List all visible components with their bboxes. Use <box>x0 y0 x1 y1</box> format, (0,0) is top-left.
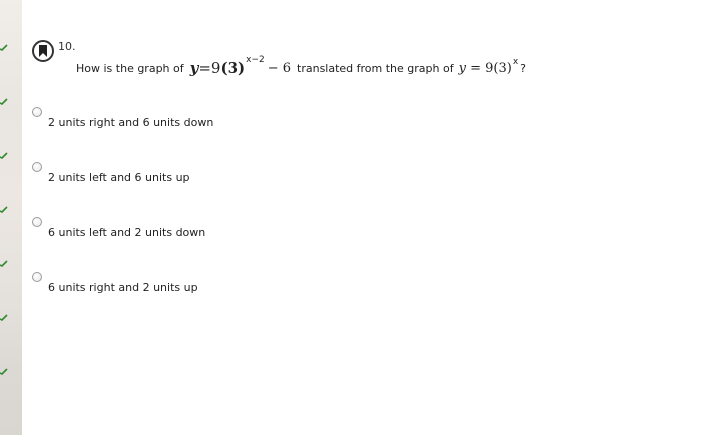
question-middle: translated from the graph of <box>297 61 454 75</box>
answer-option-4[interactable] <box>32 272 432 296</box>
bookmark-button[interactable] <box>32 40 54 62</box>
equation-source: y = 9 (3) $^x$ <box>458 57 519 76</box>
question-prefix: How is the graph of <box>76 61 184 75</box>
answer-option-2[interactable] <box>32 162 432 186</box>
checkmark-icon <box>0 151 8 159</box>
option-label[interactable]: 2 units left and 6 units up <box>48 171 190 184</box>
question-number: 10. <box>58 40 76 53</box>
radio-button[interactable] <box>32 107 42 117</box>
left-sidebar-strip <box>0 0 22 435</box>
question-suffix: ? <box>520 61 526 75</box>
option-label[interactable]: 6 units right and 2 units up <box>48 281 198 294</box>
radio-button[interactable] <box>32 272 42 282</box>
checkmark-icon <box>0 313 8 321</box>
answer-option-1[interactable] <box>32 107 432 131</box>
question-text <box>76 56 526 80</box>
option-label[interactable]: 2 units right and 6 units down <box>48 116 214 129</box>
equation-target: y =9 (3) $^{x-2}$ − 6 <box>189 55 292 77</box>
answer-option-3[interactable] <box>32 217 432 241</box>
checkmark-icon <box>0 43 8 51</box>
radio-button[interactable] <box>32 162 42 172</box>
checkmark-icon <box>0 205 8 213</box>
option-label[interactable]: 6 units left and 2 units down <box>48 226 206 239</box>
checkmark-icon <box>0 259 8 267</box>
checkmark-icon <box>0 367 8 375</box>
bookmark-icon <box>38 42 48 61</box>
checkmark-icon <box>0 97 8 105</box>
radio-button[interactable] <box>32 217 42 227</box>
